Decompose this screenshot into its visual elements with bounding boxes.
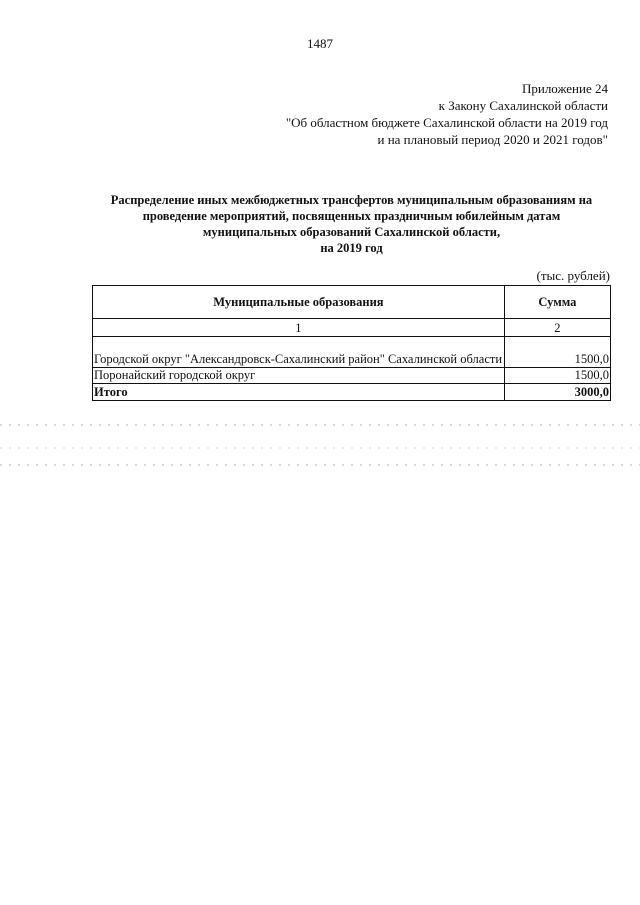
- scan-noise: [0, 464, 640, 466]
- appendix-line-1: Приложение 24: [521, 81, 608, 96]
- table-row: [93, 337, 611, 368]
- appendix-line-4: и на плановый период 2020 и 2021 годов": [377, 132, 608, 147]
- title-line-2: проведение мероприятий, посвященных праздничным юбилейным датам: [142, 209, 561, 223]
- header-sum: Сумма: [504, 286, 610, 319]
- column-number-2: 2: [504, 319, 610, 337]
- appendix-line-3: "Об областном бюджете Сахалинской области на 2019 год: [285, 115, 608, 130]
- title-line-3: муниципальных образований Сахалинской области,: [202, 225, 501, 239]
- transfers-table: [92, 285, 611, 401]
- title-line-4: на 2019 год: [320, 241, 383, 255]
- column-number-1: 1: [93, 319, 505, 337]
- page-number: 1487: [307, 36, 333, 51]
- units-label: (тыс. рублей): [536, 268, 610, 283]
- table-row: [93, 368, 611, 384]
- column-number-row: [93, 319, 611, 337]
- total-label: Итого: [93, 384, 505, 401]
- header-municipalities: Муниципальные образования: [93, 286, 505, 319]
- total-sum: 3000,0: [504, 384, 610, 401]
- scan-noise: [0, 447, 640, 449]
- row-name: Городской округ "Александровск-Сахалинский район" Сахалинской области: [93, 337, 505, 368]
- appendix-header: [286, 80, 608, 148]
- scan-noise: [0, 424, 640, 426]
- table-header-row: [93, 286, 611, 319]
- total-row: [93, 384, 611, 401]
- appendix-line-2: к Закону Сахалинской области: [438, 98, 608, 113]
- row-name: Поронайский городской округ: [93, 368, 505, 384]
- document-title: [94, 192, 609, 256]
- row-sum: 1500,0: [504, 337, 610, 368]
- title-line-1: Распределение иных межбюджетных трансфертов муниципальным образованиям на: [110, 193, 593, 207]
- row-sum: 1500,0: [504, 368, 610, 384]
